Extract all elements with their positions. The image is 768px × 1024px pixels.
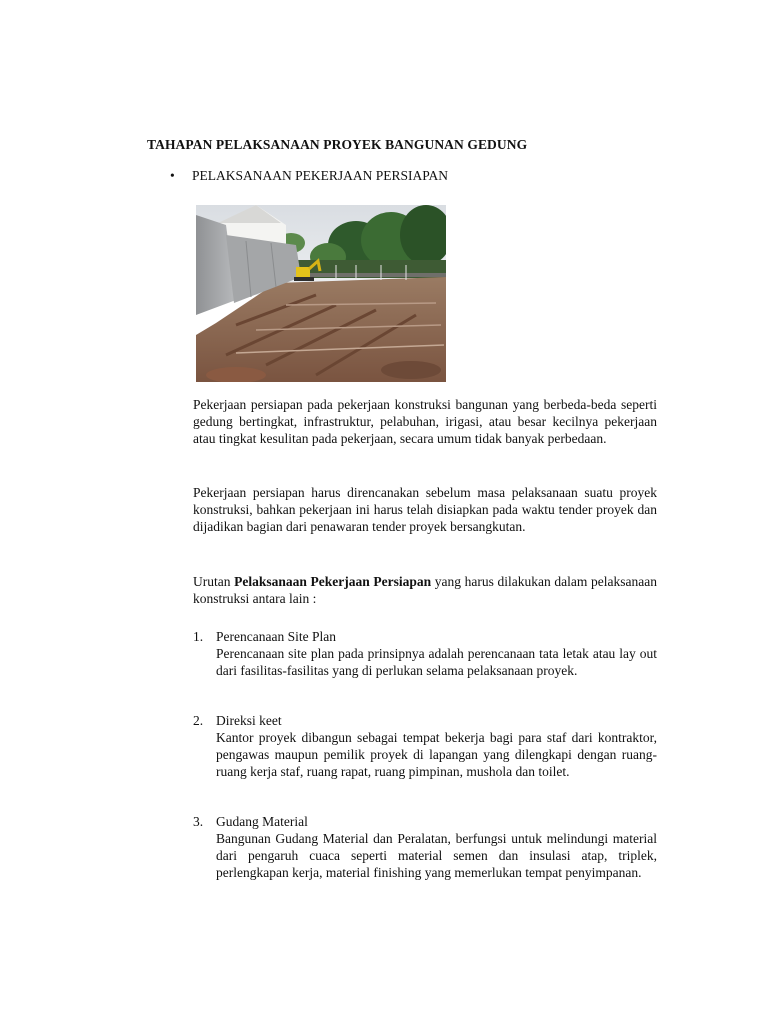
document-title: TAHAPAN PELAKSANAAN PROYEK BANGUNAN GEDUNG: [147, 137, 528, 152]
list-body: Bangunan Gudang Material dan Peralatan, berfungsi untuk melindungi material dari pengaruh cuaca seperti material semen dan insulasi atap, triplek, perlengkapan kerja, material finishing yang memerlukan tempat penyimpanan.: [216, 831, 657, 880]
list-body: Perencanaan site plan pada prinsipnya adalah perencanaan tata letak atau lay out dari fasilitas-fasilitas yang di perlukan selama pelaksanaan proyek.: [216, 646, 657, 678]
paragraph-3-prefix: Urutan: [193, 574, 235, 589]
list-heading: Gudang Material: [216, 814, 308, 829]
section-bullet: [170, 168, 448, 184]
list-heading: Perencanaan Site Plan: [216, 629, 336, 644]
construction-site-photo: [196, 205, 446, 382]
paragraph-3-suffix: yang harus dilakukan dalam pelaksanaan konstruksi antara lain :: [193, 574, 657, 606]
paragraph-1: Pekerjaan persiapan pada pekerjaan konstruksi bangunan yang berbeda-beda seperti gedung bertingkat, infrastruktur, pelabuhan, irigasi, atau besar kecilnya pekerjaan atau tingkat kesulitan pada pekerjaan, secara umum tidak banyak perbedaan.: [193, 397, 657, 446]
paragraph-3: [193, 573, 657, 607]
bullet-icon: •: [170, 168, 175, 183]
paragraph-2: Pekerjaan persiapan harus direncanakan sebelum masa pelaksanaan suatu proyek konstruksi, bahkan pekerjaan ini harus telah disiapkan pada waktu tender proyek dan dijadikan bagian dari penawaran tender proyek bersangkutan.: [193, 485, 657, 534]
list-number: 3.: [193, 814, 204, 829]
section-heading: PELAKSANAAN PEKERJAAN PERSIAPAN: [192, 168, 449, 183]
list-body: Kantor proyek dibangun sebagai tempat bekerja bagi para staf dari kontraktor, pengawas maupun pemilik proyek di lapangan yang dilengkapi dengan ruang-ruang kerja staf, ruang rapat, ruang pimpinan, mushola dan toilet.: [216, 730, 657, 779]
list-heading: Direksi keet: [216, 713, 282, 728]
list-number: 2.: [193, 713, 204, 728]
paragraph-3-bold: Pelaksanaan Pekerjaan Persiapan: [234, 574, 432, 589]
list-number: 1.: [193, 629, 204, 644]
